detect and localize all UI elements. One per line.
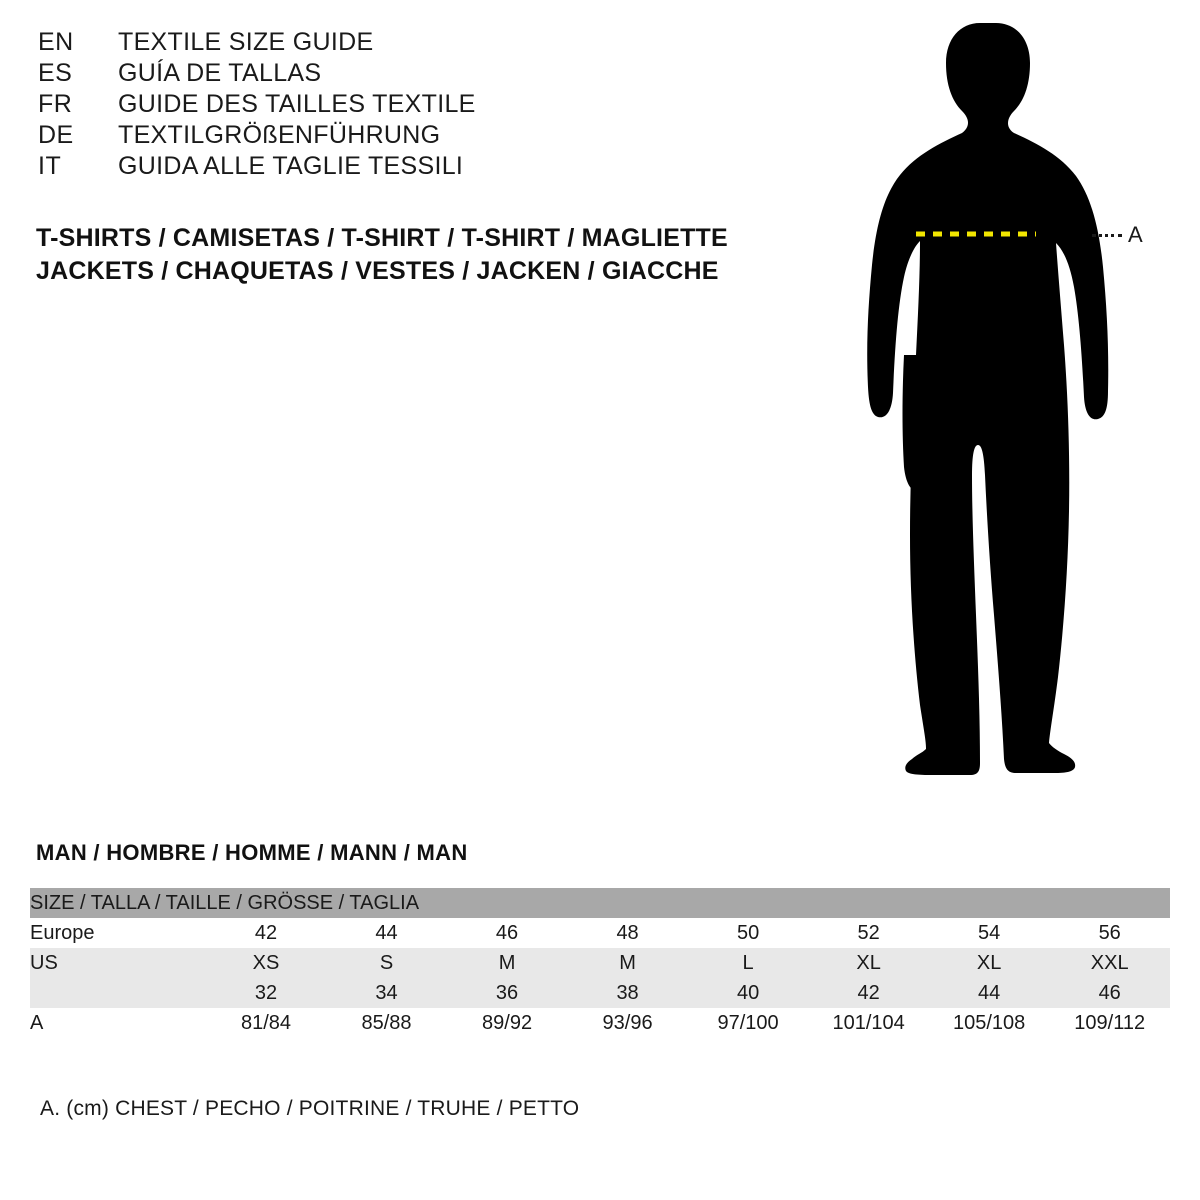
cell: 40 (736, 981, 760, 1004)
language-code: ES (38, 59, 73, 87)
cell: 48 (616, 921, 639, 944)
row-label (30, 978, 206, 1008)
man-silhouette-icon (820, 15, 1180, 795)
cell: 34 (375, 981, 398, 1004)
language-list (38, 28, 758, 183)
cell: 38 (616, 981, 639, 1004)
row-label: US (30, 951, 58, 974)
cell: 105/108 (952, 1011, 1026, 1034)
cell: 109/112 (1074, 1011, 1146, 1034)
category-tshirts: T-SHIRTS / CAMISETAS / T-SHIRT / T-SHIRT / MAGLIETTE (36, 224, 728, 252)
language-row (38, 28, 758, 59)
cell: 36 (495, 981, 519, 1004)
body-silhouette-figure (820, 15, 1180, 795)
cell: 52 (857, 921, 880, 944)
language-title: TEXTILE SIZE GUIDE (118, 28, 374, 56)
language-code: FR (38, 90, 73, 118)
size-table (30, 888, 1170, 1038)
table-row (30, 918, 1170, 948)
cell: S (379, 951, 394, 974)
row-label: Europe (30, 921, 95, 944)
table-header-row (30, 888, 1170, 918)
language-title: GUÍA DE TALLAS (118, 59, 322, 87)
cell: L (742, 951, 754, 974)
language-code: EN (38, 28, 74, 56)
cell: 85/88 (361, 1011, 412, 1034)
language-title: TEXTILGRÖßENFÜHRUNG (118, 121, 441, 149)
cell: M (498, 951, 516, 974)
cell: XL (976, 951, 1002, 974)
cell: 81/84 (240, 1011, 292, 1034)
cell: 44 (977, 981, 1001, 1004)
category-jackets: JACKETS / CHAQUETAS / VESTES / JACKEN / GIACCHE (36, 257, 719, 285)
language-row (38, 90, 758, 121)
table-row (30, 1008, 1170, 1038)
table-header-label: SIZE / TALLA / TAILLE / GRÖSSE / TAGLIA (30, 891, 420, 914)
cell: M (619, 951, 636, 974)
cell: 54 (977, 921, 1001, 944)
cell: 56 (1098, 921, 1121, 944)
cell: 97/100 (717, 1011, 779, 1034)
cell: XL (856, 951, 881, 974)
table-section-title: MAN / HOMBRE / HOMME / MANN / MAN (36, 840, 468, 865)
language-row (38, 59, 758, 90)
cell: 93/96 (602, 1011, 653, 1034)
language-title: GUIDA ALLE TAGLIE TESSILI (118, 152, 464, 180)
cell: 50 (736, 921, 760, 944)
language-code: IT (38, 152, 62, 180)
cell: 42 (254, 921, 278, 944)
garment-categories (36, 222, 796, 288)
cell: 44 (375, 921, 398, 944)
cell: 101/104 (832, 1011, 905, 1034)
table-row (30, 948, 1170, 978)
table-row (30, 978, 1170, 1008)
cell: 46 (495, 921, 519, 944)
table-footnote: A. (cm) CHEST / PECHO / POITRINE / TRUHE / PETTO (40, 1097, 580, 1120)
language-row (38, 121, 758, 152)
measure-leader-line (1092, 234, 1122, 237)
language-title: GUIDE DES TAILLES TEXTILE (118, 90, 476, 118)
cell: 46 (1098, 981, 1121, 1004)
cell: XS (252, 951, 280, 974)
language-code: DE (38, 121, 74, 149)
language-row (38, 152, 758, 183)
cell: 32 (254, 981, 278, 1004)
cell: 89/92 (482, 1011, 533, 1034)
cell: XXL (1090, 951, 1129, 974)
measure-label-a: A (1128, 222, 1143, 247)
row-label: A (30, 1011, 44, 1034)
cell: 42 (857, 981, 880, 1004)
